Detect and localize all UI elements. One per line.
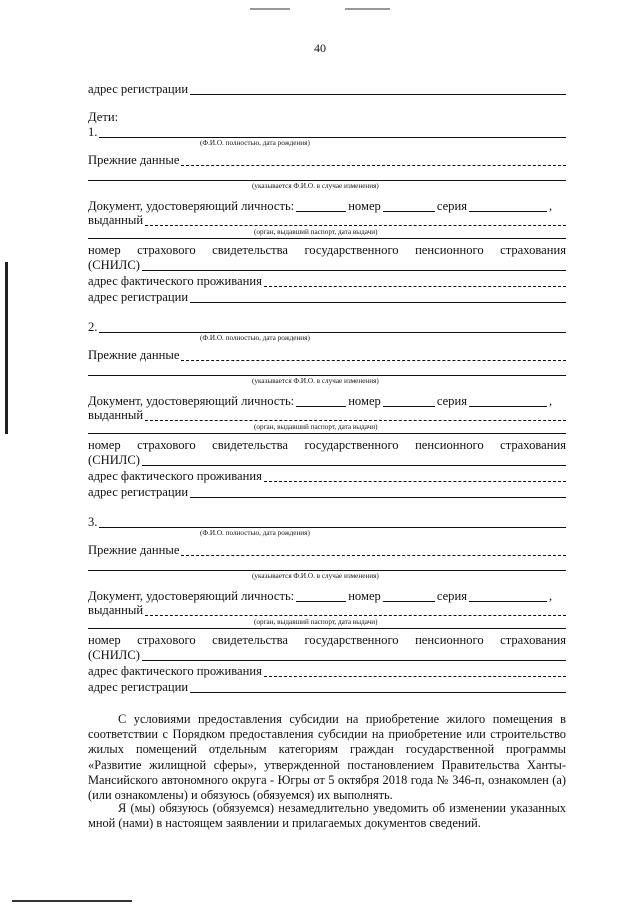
registration-address-label: адрес регистрации — [88, 680, 189, 694]
identity-document-label: Документ, удостоверяющий личность: — [88, 199, 295, 213]
document-series-field[interactable] — [469, 210, 547, 212]
header-registration-row — [88, 82, 566, 97]
snils-label-row — [88, 243, 566, 258]
snils-field[interactable] — [142, 659, 566, 661]
issued-by-continuation-field[interactable] — [88, 628, 566, 629]
document-number-label: номер — [348, 589, 381, 603]
document-series-label: серия — [436, 199, 468, 213]
snils-word: номер — [88, 633, 121, 647]
document-number-field[interactable] — [383, 210, 435, 212]
child-name-row — [88, 125, 566, 140]
prev-data-field[interactable] — [181, 554, 566, 556]
prev-data-label: Прежние данные — [88, 348, 180, 362]
issued-by-caption: (орган, выдавший паспорт, дата выдачи) — [254, 618, 378, 626]
snils-word: свидетельства — [212, 243, 288, 257]
scan-artifact-bar — [5, 262, 8, 434]
identity-document-row — [88, 199, 566, 214]
scan-artifact-top-right — [345, 8, 390, 10]
snils-word: страхового — [137, 243, 196, 257]
actual-address-label: адрес фактического проживания — [88, 274, 262, 288]
registration-address-field[interactable] — [190, 496, 566, 498]
issued-by-field[interactable] — [145, 224, 566, 226]
actual-address-row — [88, 274, 566, 289]
registration-address-label: адрес регистрации — [88, 485, 189, 499]
snils-label-row — [88, 438, 566, 453]
snils-word: страхового — [137, 633, 196, 647]
issued-by-label: выданный — [88, 603, 144, 617]
prev-data-field[interactable] — [181, 359, 566, 361]
prev-data-row — [88, 153, 566, 168]
issued-by-row — [88, 408, 566, 423]
issued-by-label: выданный — [88, 408, 144, 422]
prev-data-continuation-field[interactable] — [88, 375, 566, 376]
children-heading: Дети: — [88, 110, 119, 124]
snils-row — [88, 453, 566, 468]
child-name-field[interactable] — [99, 526, 566, 528]
child-name-caption: (Ф.И.О. полностью, дата рождения) — [200, 529, 310, 537]
issued-by-row — [88, 213, 566, 228]
identity-document-row — [88, 394, 566, 409]
snils-word: пенсионного — [415, 633, 484, 647]
children-heading-row — [88, 110, 566, 125]
document-number-label: номер — [348, 394, 381, 408]
document-type-field[interactable] — [296, 600, 346, 602]
actual-address-row — [88, 469, 566, 484]
snils-label-row — [88, 633, 566, 648]
conditions-paragraph: С условиями предоставления субсидии на приобретение жилого помещения в соответствии с Порядком предоставления субсидии на приобретение или строительство жилых помещений отдельным категориям граждан государственной программы «Развитие жилищной сферы», утвержденной постановлением Правительства Ханты-Мансийского автономного округа - Югры от 5 октября 2018 года № 346-п, ознакомлен (а) (или ознакомлены) и обязуюсь (обязуемся) их выполнять. — [88, 712, 566, 803]
issued-by-field[interactable] — [145, 419, 566, 421]
prev-data-row — [88, 348, 566, 363]
registration-address-field[interactable] — [190, 691, 566, 693]
registration-address-row — [88, 680, 566, 695]
snils-word: страхования — [500, 438, 567, 452]
document-type-field[interactable] — [296, 405, 346, 407]
document-type-field[interactable] — [296, 210, 346, 212]
identity-document-label: Документ, удостоверяющий личность: — [88, 394, 295, 408]
snils-abbr: (СНИЛС) — [88, 258, 140, 272]
snils-word: пенсионного — [415, 243, 484, 257]
document-number-field[interactable] — [383, 600, 435, 602]
scan-artifact-bottom — [12, 900, 132, 902]
child-index: 3. — [88, 515, 98, 529]
snils-abbr: (СНИЛС) — [88, 453, 140, 467]
actual-address-label: адрес фактического проживания — [88, 469, 262, 483]
prev-data-row — [88, 543, 566, 558]
snils-row — [88, 258, 566, 273]
issued-by-caption: (орган, выдавший паспорт, дата выдачи) — [254, 423, 378, 431]
snils-word: страхования — [500, 633, 567, 647]
header-registration-field[interactable] — [190, 93, 566, 95]
snils-word: страхового — [137, 438, 196, 452]
prev-data-caption: (указывается Ф.И.О. в случае изменения) — [252, 572, 379, 580]
scan-artifact-top-left — [250, 8, 290, 10]
child-name-field[interactable] — [99, 136, 566, 138]
header-registration-label: адрес регистрации — [88, 82, 189, 96]
child-index: 1. — [88, 125, 98, 139]
snils-word: государственного — [304, 633, 399, 647]
actual-address-field[interactable] — [264, 480, 566, 482]
prev-data-continuation-field[interactable] — [88, 180, 566, 181]
issued-by-caption: (орган, выдавший паспорт, дата выдачи) — [254, 228, 378, 236]
document-comma: , — [549, 589, 553, 603]
snils-word: номер — [88, 243, 121, 257]
snils-field[interactable] — [142, 464, 566, 466]
actual-address-field[interactable] — [264, 285, 566, 287]
snils-word: номер — [88, 438, 121, 452]
document-number-label: номер — [348, 199, 381, 213]
identity-document-label: Документ, удостоверяющий личность: — [88, 589, 295, 603]
issued-by-field[interactable] — [145, 614, 566, 616]
prev-data-caption: (указывается Ф.И.О. в случае изменения) — [252, 182, 379, 190]
document-number-field[interactable] — [383, 405, 435, 407]
snils-word: страхования — [500, 243, 567, 257]
prev-data-caption: (указывается Ф.И.О. в случае изменения) — [252, 377, 379, 385]
document-series-field[interactable] — [469, 405, 547, 407]
snils-word: свидетельства — [212, 633, 288, 647]
document-comma: , — [549, 394, 553, 408]
snils-word: государственного — [304, 243, 399, 257]
registration-address-row — [88, 485, 566, 500]
prev-data-field[interactable] — [181, 164, 566, 166]
child-index: 2. — [88, 320, 98, 334]
registration-address-row — [88, 290, 566, 305]
document-series-field[interactable] — [469, 600, 547, 602]
snils-abbr: (СНИЛС) — [88, 648, 140, 662]
issued-by-continuation-field[interactable] — [88, 238, 566, 239]
prev-data-continuation-field[interactable] — [88, 570, 566, 571]
child-name-caption: (Ф.И.О. полностью, дата рождения) — [200, 139, 310, 147]
actual-address-label: адрес фактического проживания — [88, 664, 262, 678]
actual-address-row — [88, 664, 566, 679]
snils-row — [88, 648, 566, 663]
registration-address-field[interactable] — [190, 301, 566, 303]
snils-word: государственного — [304, 438, 399, 452]
snils-field[interactable] — [142, 269, 566, 271]
child-name-row — [88, 515, 566, 530]
obligation-paragraph: Я (мы) обязуюсь (обязуемся) незамедлительно уведомить об изменении указанных мной (нами) в настоящем заявлении и прилагаемых документов сведений. — [88, 801, 566, 831]
child-name-caption: (Ф.И.О. полностью, дата рождения) — [200, 334, 310, 342]
registration-address-label: адрес регистрации — [88, 290, 189, 304]
document-comma: , — [549, 199, 553, 213]
identity-document-row — [88, 589, 566, 604]
issued-by-row — [88, 603, 566, 618]
issued-by-label: выданный — [88, 213, 144, 227]
snils-word: свидетельства — [212, 438, 288, 452]
issued-by-continuation-field[interactable] — [88, 433, 566, 434]
actual-address-field[interactable] — [264, 675, 566, 677]
document-series-label: серия — [436, 394, 468, 408]
document-series-label: серия — [436, 589, 468, 603]
child-name-row — [88, 320, 566, 335]
page-number: 40 — [314, 41, 326, 55]
child-name-field[interactable] — [99, 331, 566, 333]
prev-data-label: Прежние данные — [88, 543, 180, 557]
snils-word: пенсионного — [415, 438, 484, 452]
prev-data-label: Прежние данные — [88, 153, 180, 167]
